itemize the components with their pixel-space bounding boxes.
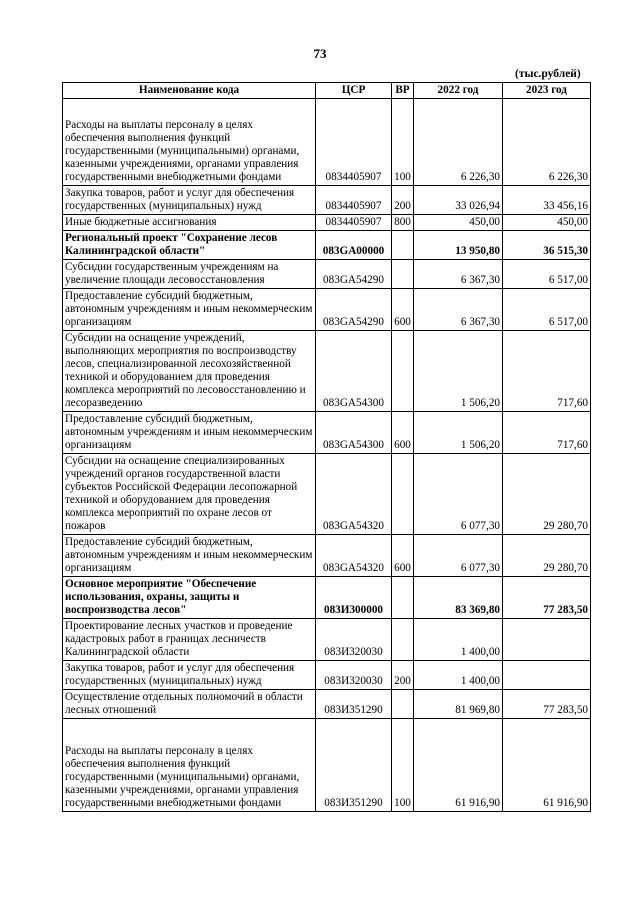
row-2022-cell: 13 950,80 [414, 231, 503, 260]
row-vr-cell: 100 [392, 99, 414, 186]
row-2023-cell: 77 283,50 [503, 690, 591, 719]
table-row [63, 412, 591, 454]
table-body [63, 99, 591, 812]
row-2023-cell: 29 280,70 [503, 535, 591, 577]
table-row [63, 619, 591, 661]
budget-table [62, 82, 591, 812]
table-row [63, 260, 591, 289]
row-2023-cell: 77 283,50 [503, 577, 591, 619]
row-2023-cell [503, 619, 591, 661]
table-row [63, 661, 591, 690]
row-vr-cell [392, 619, 414, 661]
row-2022-cell: 6 226,30 [414, 99, 503, 186]
row-name-cell: Основное мероприятие "Обеспечение использования, охраны, защиты и воспроизводства лесов" [63, 577, 316, 619]
row-2023-cell: 61 916,90 [503, 719, 591, 812]
row-2022-cell: 6 367,30 [414, 289, 503, 331]
row-vr-cell [392, 577, 414, 619]
row-2022-cell: 61 916,90 [414, 719, 503, 812]
table-row [63, 231, 591, 260]
row-name-cell: Закупка товаров, работ и услуг для обеспечения государственных (муниципальных) нужд [63, 661, 316, 690]
row-vr-cell: 100 [392, 719, 414, 812]
row-2022-cell: 6 077,30 [414, 535, 503, 577]
table-row [63, 331, 591, 412]
column-header-csr: ЦСР [316, 83, 392, 99]
row-name-cell: Предоставление субсидий бюджетным, автономным учреждениям и иным некоммерческим организациям [63, 289, 316, 331]
row-csr-cell: 083И320030 [316, 619, 392, 661]
row-csr-cell: 083И351290 [316, 690, 392, 719]
row-2023-cell: 6 517,00 [503, 260, 591, 289]
row-name-cell: Предоставление субсидий бюджетным, автономным учреждениям и иным некоммерческим организациям [63, 535, 316, 577]
row-csr-cell: 083GA54290 [316, 289, 392, 331]
row-vr-cell: 600 [392, 289, 414, 331]
row-csr-cell: 083GA54320 [316, 535, 392, 577]
row-name-cell: Расходы на выплаты персоналу в целях обеспечения выполнения функций государственными (муниципальными) органами, казенными учреждениями, органами управления государственными внебюджетными фондами [63, 99, 316, 186]
row-vr-cell [392, 231, 414, 260]
table-row [63, 186, 591, 215]
table-row [63, 215, 591, 231]
row-vr-cell [392, 454, 414, 535]
table-row [63, 454, 591, 535]
row-2022-cell: 1 400,00 [414, 619, 503, 661]
row-csr-cell: 0834405907 [316, 215, 392, 231]
row-csr-cell: 0834405907 [316, 186, 392, 215]
row-csr-cell: 083GA00000 [316, 231, 392, 260]
row-2023-cell: 36 515,30 [503, 231, 591, 260]
row-2023-cell [503, 661, 591, 690]
row-csr-cell: 083И320030 [316, 661, 392, 690]
row-2023-cell: 717,60 [503, 331, 591, 412]
row-vr-cell: 600 [392, 412, 414, 454]
row-2022-cell: 83 369,80 [414, 577, 503, 619]
table-row [63, 99, 591, 186]
row-csr-cell: 083GA54300 [316, 412, 392, 454]
row-2022-cell: 1 506,20 [414, 412, 503, 454]
row-name-cell: Региональный проект "Сохранение лесов Калининградской области" [63, 231, 316, 260]
row-name-cell: Проектирование лесных участков и проведение кадастровых работ в границах лесничеств Калининградской области [63, 619, 316, 661]
row-2022-cell: 81 969,80 [414, 690, 503, 719]
row-name-cell: Осуществление отдельных полномочий в области лесных отношений [63, 690, 316, 719]
row-csr-cell: 083И351290 [316, 719, 392, 812]
row-csr-cell: 0834405907 [316, 99, 392, 186]
row-name-cell: Субсидии на оснащение специализированных учреждений органов государственной власти субъектов Российской Федерации лесопожарной техникой и оборудованием для проведения комплекса мероприятий по охране лесов от пожаров [63, 454, 316, 535]
table-row [63, 690, 591, 719]
row-name-cell: Расходы на выплаты персоналу в целях обеспечения выполнения функций государственными (муниципальными) органами, казенными учреждениями, органами управления государственными внебюджетными фондами [63, 719, 316, 812]
row-name-cell: Субсидии на оснащение учреждений, выполняющих мероприятия по воспроизводству лесов, специализированной лесохозяйственной техникой и оборудованием для проведения комплекса мероприятий по лесовосстановлению и лесоразведению [63, 331, 316, 412]
row-vr-cell [392, 260, 414, 289]
row-vr-cell: 200 [392, 186, 414, 215]
row-2022-cell: 1 506,20 [414, 331, 503, 412]
row-2022-cell: 6 077,30 [414, 454, 503, 535]
table-header-row [63, 83, 591, 99]
row-2023-cell: 717,60 [503, 412, 591, 454]
row-name-cell: Субсидии государственным учреждениям на увеличение площади лесовосстановления [63, 260, 316, 289]
table-row [63, 719, 591, 812]
column-header-name: Наименование кода [63, 83, 316, 99]
row-2023-cell: 6 517,00 [503, 289, 591, 331]
column-header-2023: 2023 год [503, 83, 591, 99]
row-csr-cell: 083GA54320 [316, 454, 392, 535]
row-2023-cell: 450,00 [503, 215, 591, 231]
unit-note: (тыс.рублей) [515, 68, 581, 80]
row-csr-cell: 083GA54300 [316, 331, 392, 412]
row-name-cell: Предоставление субсидий бюджетным, автономным учреждениям и иным некоммерческим организациям [63, 412, 316, 454]
row-vr-cell: 200 [392, 661, 414, 690]
row-vr-cell: 800 [392, 215, 414, 231]
row-2023-cell: 33 456,16 [503, 186, 591, 215]
row-name-cell: Закупка товаров, работ и услуг для обеспечения государственных (муниципальных) нужд [63, 186, 316, 215]
row-2022-cell: 33 026,94 [414, 186, 503, 215]
column-header-vr: ВР [392, 83, 414, 99]
row-vr-cell: 600 [392, 535, 414, 577]
row-vr-cell [392, 331, 414, 412]
column-header-2022: 2022 год [414, 83, 503, 99]
row-csr-cell: 083GA54290 [316, 260, 392, 289]
page-number: 73 [313, 46, 327, 61]
row-2023-cell: 6 226,30 [503, 99, 591, 186]
row-2022-cell: 6 367,30 [414, 260, 503, 289]
table-row [63, 577, 591, 619]
row-2022-cell: 1 400,00 [414, 661, 503, 690]
table-row [63, 535, 591, 577]
table-row [63, 289, 591, 331]
row-name-cell: Иные бюджетные ассигнования [63, 215, 316, 231]
row-2022-cell: 450,00 [414, 215, 503, 231]
row-vr-cell [392, 690, 414, 719]
row-2023-cell: 29 280,70 [503, 454, 591, 535]
row-csr-cell: 083И300000 [316, 577, 392, 619]
